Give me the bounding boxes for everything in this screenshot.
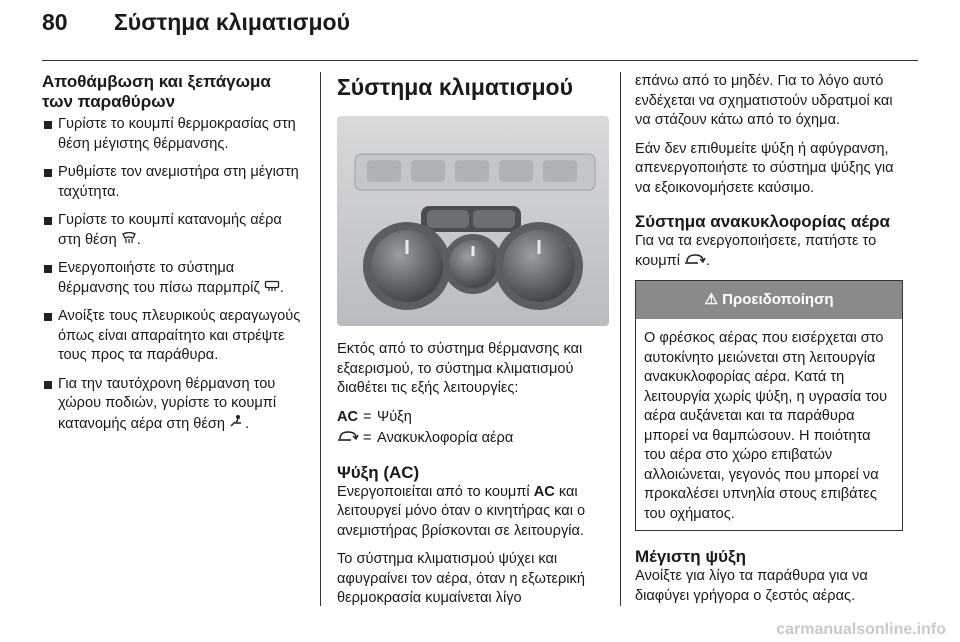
recirculation-description: Ανακυκλοφορία αέρα (377, 430, 514, 446)
defrost-steps (42, 115, 304, 434)
ac-description: Ψύξη (377, 408, 412, 425)
max-cooling-paragraph: Ανοίξτε για λίγο τα παράθυρα για να διαφύγει γρήγορα ο ζεστός αέρας. (635, 568, 868, 604)
column-3 (635, 72, 903, 615)
warning-text: Ο φρέσκος αέρας που εισέρχεται στο αυτοκίνητο μειώνεται στη λειτουργία ανακυκλοφορίας αέρα. Κατά τη λειτουργία χωρίς ψύξη, η υγρασία του αέρα αυξάνεται και τα παράθυρα μπορεί να θαμπώσουν. Η ποιότητα του αέρα στο χώρο επιβατών αλλοιώνεται, γεγονός που μπορεί να προκαλέσει υπνηλία στους επιβάτες του οχήματος. (644, 330, 888, 522)
list-item: Γυρίστε το κουμπί θερμοκρασίας στη θέση μέγιστης θέρμανσης. (42, 115, 304, 154)
cooling-paragraph-2: Το σύστημα κλιματισμού ψύχει και αφυγραίνει τον αέρα, όταν η εξωτερική θερμοκρασία κυμαίνεται λίγο (337, 551, 585, 606)
climate-control-panel-image (337, 116, 609, 326)
rear-window-heating-icon (264, 280, 280, 292)
cooling-paragraph: Ενεργοποιείται από το κουμπί AC και λειτουργεί μόνο όταν ο κινητήρας και ο ανεμιστήρας βρίσκονται σε λειτουργία. (337, 483, 586, 539)
column-1 (42, 72, 304, 443)
list-item: Ρυθμίστε τον ανεμιστήρα στη μέγιστη ταχύτητα. (42, 163, 304, 202)
recirculation-paragraph: Για να τα ενεργοποιήσετε, πατήστε το κουμπί . (635, 233, 877, 269)
footwell-airflow-icon (229, 414, 245, 428)
column-divider-2 (620, 72, 621, 606)
column-divider-1 (320, 72, 321, 606)
cooling-heading: Ψύξη (AC) (337, 462, 420, 482)
max-cooling-heading: Μέγιστη ψύξη (635, 547, 746, 566)
warning-icon: ⚠ (704, 291, 718, 308)
function-definitions: AC = Ψύξη = Ανακυκλοφορία αέρα (337, 408, 609, 449)
list-item: Γυρίστε το κουμπί κατανομής αέρα στη θέση . (42, 211, 304, 250)
ac-intro: Εκτός από το σύστημα θέρμανσης και εξαερισμού, το σύστημα κλιματισμού διαθέτει τις εξής λειτουργίες: (337, 341, 583, 396)
defrost-heading: Αποθάμβωση και ξεπάγωμα των παραθύρων (42, 72, 271, 111)
fuel-saving-paragraph: Εάν δεν επιθυμείτε ψύξη ή αφύγρανση, απενεργοποιήστε το σύστημα ψύξης για να εξοικονομήσετε καύσιμο. (635, 140, 894, 196)
windscreen-defrost-icon (121, 232, 137, 244)
recirculation-heading: Σύστημα ανακυκλοφορίας αέρα (635, 212, 890, 231)
continued-paragraph: επάνω από το μηδέν. Για το λόγο αυτό ενδέχεται να σχηματιστούν υδρατμοί και να στάζουν κάτω από το όχημα. (635, 73, 893, 128)
warning-header (636, 281, 902, 319)
warning-box (635, 280, 903, 531)
list-item: Ενεργοποιήστε το σύστημα θέρμανσης του πίσω παρμπρίζ . (42, 259, 304, 298)
page-title: Σύστημα κλιματισμού (114, 9, 350, 35)
warning-title: Προειδοποίηση (722, 291, 834, 308)
list-item: Για την ταυτόχρονη θέρμανση του χώρου ποδιών, γυρίστε το κουμπί κατανομής αέρα στη θέση . (42, 375, 304, 435)
header-rule (42, 60, 918, 61)
ac-key: AC (337, 408, 359, 425)
recirculation-icon (337, 429, 363, 449)
watermark: carmanualsonline.info (776, 621, 946, 638)
ac-heading: Σύστημα κλιματισμού (337, 74, 573, 100)
recirculation-icon (684, 253, 706, 265)
page-header (0, 0, 960, 52)
page-number: 80 (42, 9, 68, 35)
list-item: Ανοίξτε τους πλευρικούς αεραγωγούς όπως είναι απαραίτητο και στρέψτε τους προς τα παράθυρα. (42, 307, 304, 366)
column-2 (337, 72, 609, 618)
